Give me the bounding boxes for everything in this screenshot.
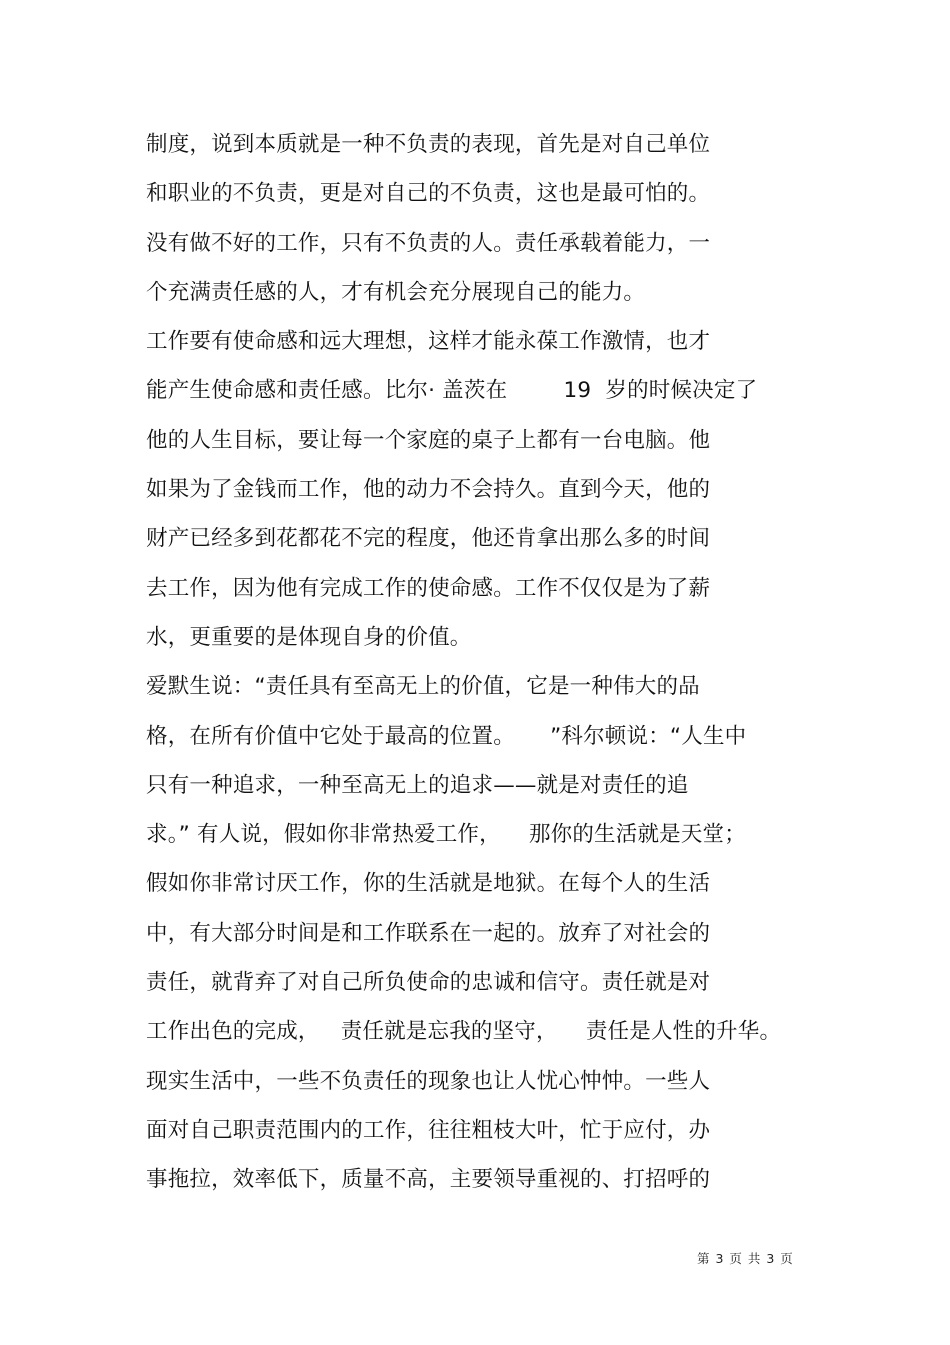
page-number-footer: 第 3 页 共 3 页 [697,1251,794,1266]
text-line: 能产生使命感和责任感。比尔· 盖茨在 19 岁的时候决定了 [146,378,758,404]
text-line: 水，更重要的是体现自身的价值。 [146,624,472,650]
text-line: 中，有大部分时间是和工作联系在一起的。放弃了对社会的 [146,920,711,946]
body-text [146,120,826,1205]
text-line: 现实生活中，一些不负责任的现象也让人忧心忡忡。一些人 [146,1068,711,1094]
text-line: 工作出色的完成， 责任就是忘我的坚守， 责任是人性的升华。 [146,1019,782,1045]
text-line: 只有一种追求，一种至高无上的追求——就是对责任的追 [146,772,689,798]
text-line: 和职业的不负责，更是对自己的不负责，这也是最可怕的。 [146,181,711,207]
text-line: 如果为了金钱而工作，他的动力不会持久。直到今天，他的 [146,477,711,503]
text-line: 面对自己职责范围内的工作，往往粗枝大叶，忙于应付，办 [146,1117,711,1143]
text-line: 格，在所有价值中它处于最高的位置。 ”科尔顿说：“人生中 [146,723,747,749]
text-line: 制度，说到本质就是一种不负责的表现，首先是对自己单位 [146,132,711,157]
text-line: 去工作，因为他有完成工作的使命感。工作不仅仅是为了薪 [146,575,711,601]
text-line: 个充满责任感的人，才有机会充分展现自己的能力。 [146,279,646,305]
text-line: 爱默生说：“责任具有至高无上的价值，它是一种伟大的品 [146,674,700,700]
text-line: 工作要有使命感和远大理想，这样才能永葆工作激情，也才 [146,329,711,355]
text-line: 财产已经多到花都花不完的程度，他还肯拿出那么多的时间 [146,526,711,552]
text-line: 假如你非常讨厌工作，你的生活就是地狱。在每个人的生活 [146,871,711,897]
text-line: 没有做不好的工作，只有不负责的人。责任承载着能力，一 [146,230,711,256]
text-line: 事拖拉，效率低下，质量不高，主要领导重视的、打招呼的 [146,1167,711,1193]
text-line: 责任，就背弃了对自己所负使命的忠诚和信守。责任就是对 [146,970,711,996]
text-line: 他的人生目标，要让每一个家庭的桌子上都有一台电脑。他 [146,427,711,453]
text-line: 求。” 有人说，假如你非常热爱工作， 那你的生活就是天堂； [146,822,746,848]
